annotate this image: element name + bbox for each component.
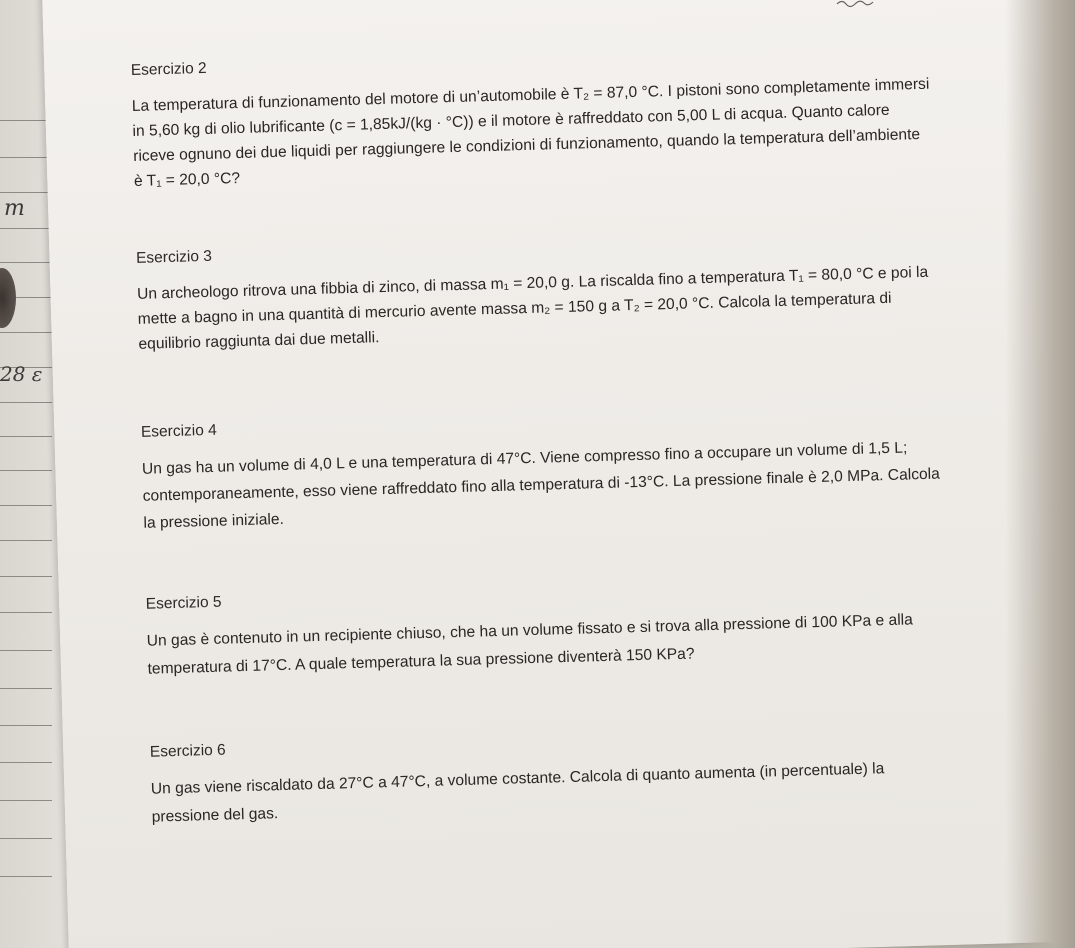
exercise-text: Un gas ha un volume di 4,0 L e una temperatura di 47°C. Viene compresso fino a occupare un volume di 1,5 L; contemporaneamente, esso viene raffreddato fino alla temperatura di -13°C. La pressione finale è 2,0 MPa. Calcola la pressione iniziale. — [141, 439, 941, 532]
paper-rule — [0, 262, 52, 263]
paper-rule — [0, 402, 52, 403]
paper-rule — [0, 157, 52, 158]
paper-edge-shadow — [1005, 0, 1075, 948]
paper-rule — [0, 576, 52, 577]
handwritten-mark: 28 ε — [0, 362, 43, 386]
exercise-title: Esercizio 6 — [149, 741, 226, 761]
paper-rule — [0, 650, 52, 651]
paper-rule — [0, 120, 52, 121]
paper-rule — [0, 505, 52, 506]
paper-rule — [0, 688, 52, 689]
paper-rule — [0, 436, 52, 437]
paper-rule — [0, 612, 52, 613]
pen-scribble — [836, 0, 874, 8]
paper-rule — [0, 725, 52, 726]
paper-rule — [0, 838, 52, 839]
paper-rule — [0, 332, 52, 333]
handwritten-mark: m — [4, 196, 25, 221]
paper-rule — [0, 470, 52, 471]
exercise-title: Esercizio 4 — [140, 421, 217, 441]
exercise-4 — [141, 402, 944, 537]
paper-rule — [0, 800, 52, 801]
paper-rule — [0, 540, 52, 541]
paper-rule — [0, 192, 52, 193]
paper-rule — [0, 228, 52, 229]
exercise-text: La temperatura di funzionamento del motore di un’automobile è T₂ = 87,0 °C. I pistoni sono completamente immersi in 5,60 kg di olio lubrificante (c = 1,85kJ/(kg · °C)) e il motore è raffreddato con 5,00 L di acqua. Quanto calore riceve ognuno dei due liquidi per raggiungere le condizioni di funzionamento, quando la temperatura dell’ambiente è T₁ = 20,0 °C? — [131, 75, 930, 190]
exercise-3 — [136, 228, 939, 357]
exercise-title: Esercizio 3 — [135, 247, 213, 267]
exercise-text: Un gas viene riscaldato da 27°C a 47°C, a volume costante. Calcola di quanto aumenta (in percentuale) la pressione del gas. — [150, 760, 885, 826]
exercise-title: Esercizio 5 — [145, 593, 222, 613]
paper-rule — [0, 762, 52, 763]
exercise-text: Un gas è contenuto in un recipiente chiuso, che ha un volume fissato e si trova alla pressione di 100 KPa e alla temperatura di 17°C. A quale temperatura la sua pressione diventerà 150 KPa? — [146, 611, 914, 678]
exercise-2 — [131, 40, 934, 194]
exercise-text: Un archeologo ritrova una fibbia di zinco, di massa m₁ = 20,0 g. La riscalda fino a temperatura T₁ = 80,0 °C e poi la mette a bagno in una quantità di mercurio avente massa m₂ = 150 g a T₂ = 20,0 °C. Calcola la temperatura di equilibrio raggiunta dai due metalli. — [136, 263, 929, 353]
exercise-title: Esercizio 2 — [130, 59, 207, 79]
paper-rule — [0, 876, 52, 877]
